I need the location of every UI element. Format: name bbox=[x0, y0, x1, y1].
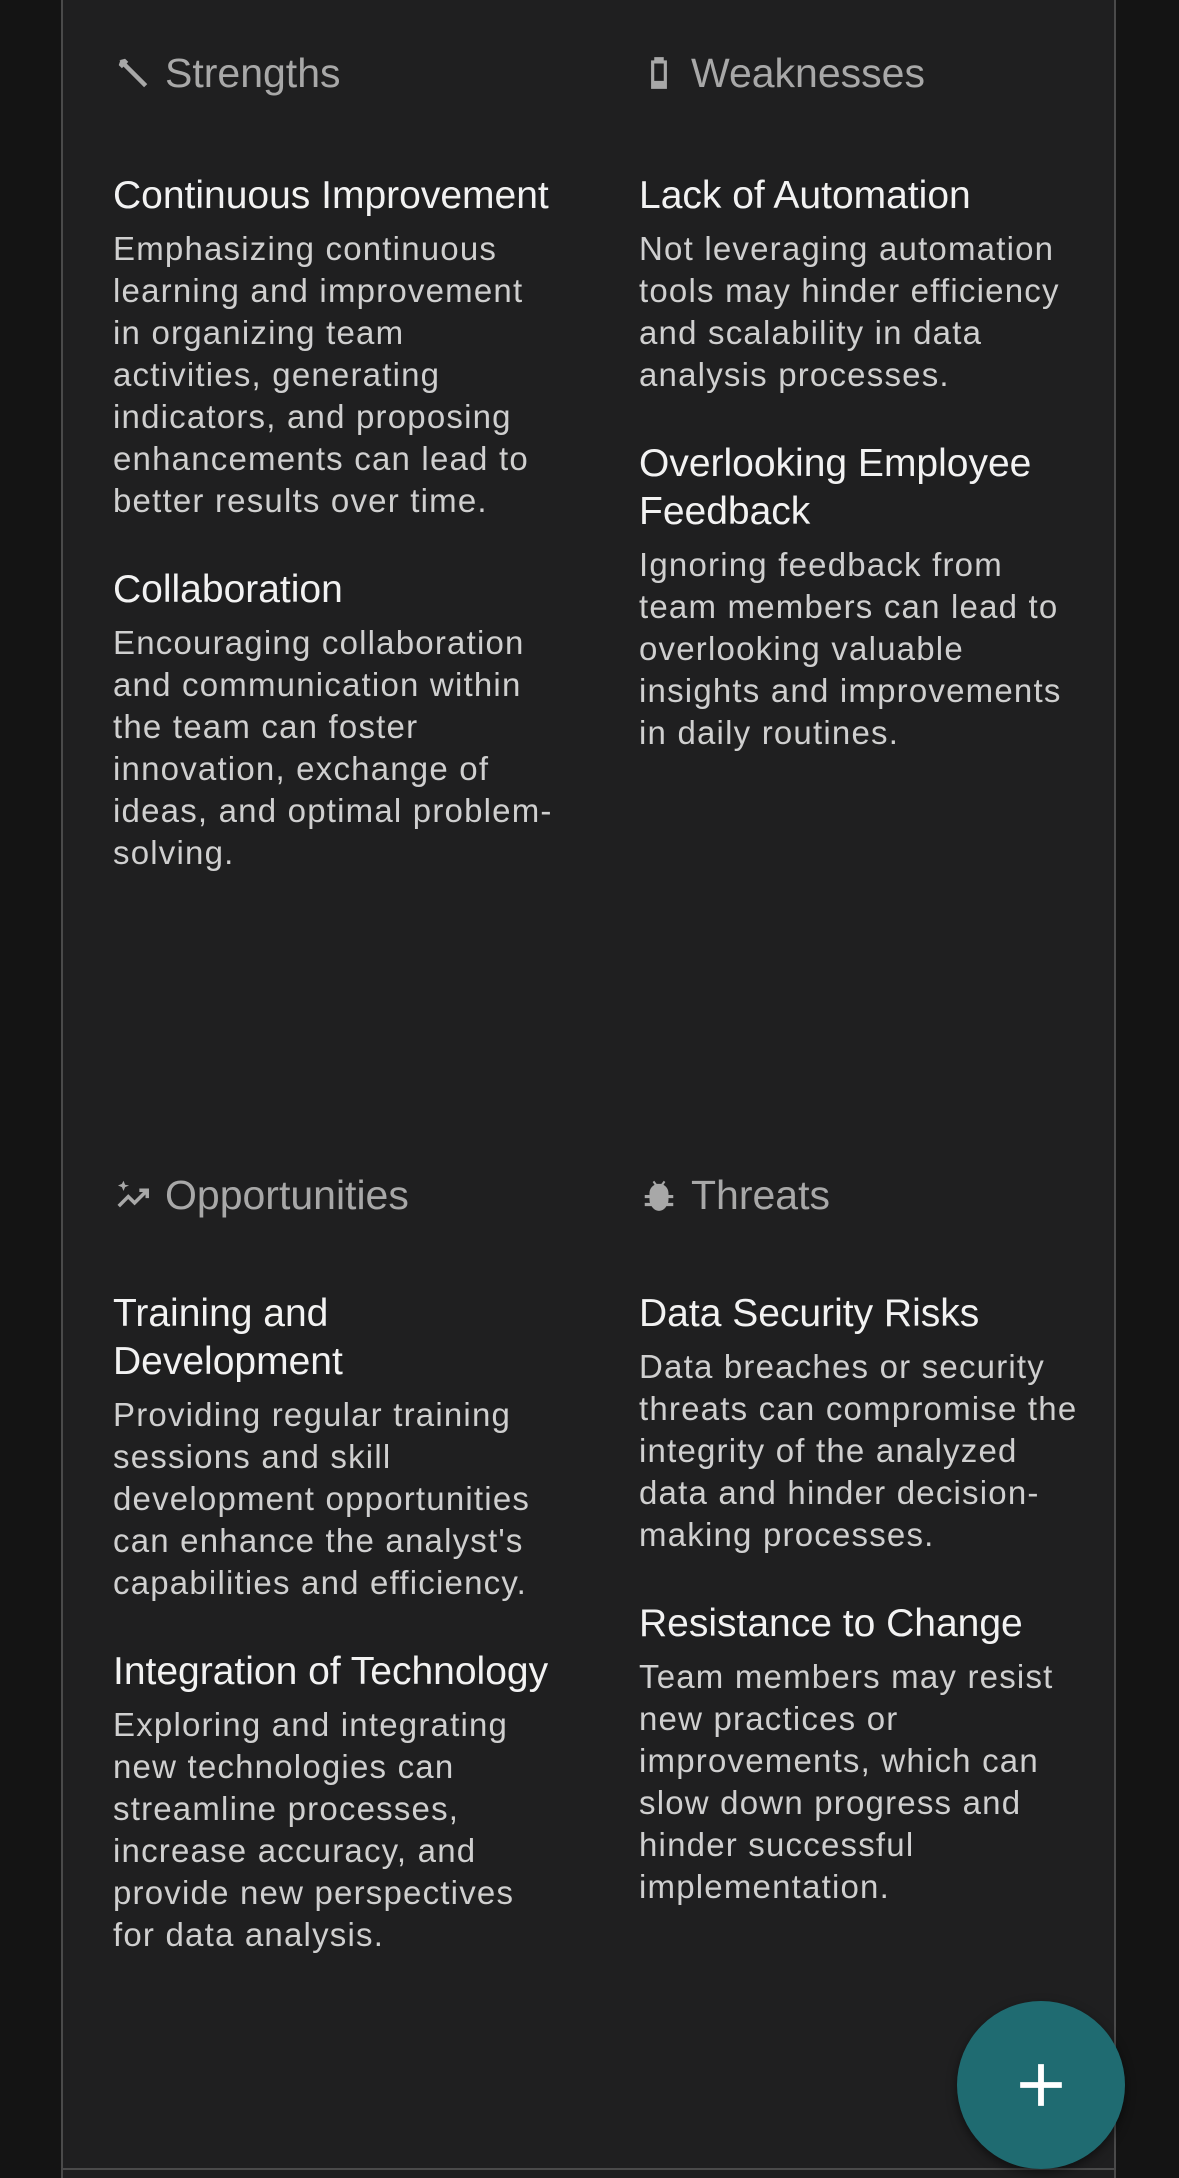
item-description: Exploring and integrating new technologies can streamline processes, increase accuracy, and provide new perspectives for data analysis. bbox=[113, 1706, 515, 1953]
strength-item bbox=[113, 566, 553, 874]
item-description: Emphasizing continuous learning and improvement in organizing team activities, generating indicators, and proposing enhancements can lead to better results over time. bbox=[113, 230, 529, 519]
strengths-header bbox=[113, 48, 553, 98]
weakness-item bbox=[639, 172, 1079, 396]
weakness-item bbox=[639, 440, 1079, 754]
item-title: Collaboration bbox=[113, 568, 343, 611]
weaknesses-section bbox=[639, 48, 1079, 754]
add-button[interactable] bbox=[957, 2001, 1125, 2169]
strengths-title: Strengths bbox=[165, 49, 341, 96]
card-bottom-border bbox=[61, 2168, 1116, 2170]
item-description: Not leveraging automation tools may hinder efficiency and scalability in data analysis processes. bbox=[639, 230, 1060, 393]
threats-section bbox=[639, 1170, 1079, 1908]
opportunities-section bbox=[113, 1170, 553, 1956]
threat-item bbox=[639, 1290, 1079, 1556]
item-title: Lack of Automation bbox=[639, 174, 971, 217]
strengths-section bbox=[113, 48, 553, 874]
threats-title: Threats bbox=[691, 1171, 830, 1218]
weaknesses-title: Weaknesses bbox=[691, 49, 925, 96]
hammer-icon bbox=[113, 53, 153, 93]
item-title: Integration of Technology bbox=[113, 1650, 549, 1693]
item-title: Overlooking Employee Feedback bbox=[639, 442, 1032, 533]
weaknesses-header bbox=[639, 48, 1079, 98]
plus-icon bbox=[1016, 2060, 1066, 2110]
battery-low-icon bbox=[639, 53, 679, 93]
threats-header bbox=[639, 1170, 1079, 1220]
item-title: Training and Development bbox=[113, 1292, 343, 1383]
item-description: Encouraging collaboration and communication within the team can foster innovation, exchange of ideas, and optimal problem-solving. bbox=[113, 624, 553, 871]
swot-card bbox=[61, 0, 1116, 2178]
opportunities-title: Opportunities bbox=[165, 1171, 409, 1218]
opportunities-header bbox=[113, 1170, 553, 1220]
item-description: Ignoring feedback from team members can lead to overlooking valuable insights and improvements in daily routines. bbox=[639, 546, 1062, 751]
bug-icon bbox=[639, 1175, 679, 1215]
item-description: Providing regular training sessions and skill development opportunities can enhance the analyst's capabilities and efficiency. bbox=[113, 1396, 531, 1601]
item-description: Team members may resist new practices or improvements, which can slow down progress and hinder successful implementation. bbox=[639, 1658, 1054, 1905]
sparkle-trend-icon bbox=[113, 1175, 153, 1215]
item-title: Continuous Improvement bbox=[113, 174, 549, 217]
opportunity-item bbox=[113, 1290, 553, 1604]
strength-item bbox=[113, 172, 553, 522]
item-title: Resistance to Change bbox=[639, 1602, 1023, 1645]
item-description: Data breaches or security threats can compromise the integrity of the analyzed data and hinder decision-making processes. bbox=[639, 1348, 1078, 1553]
opportunity-item bbox=[113, 1648, 553, 1956]
item-title: Data Security Risks bbox=[639, 1292, 980, 1335]
threat-item bbox=[639, 1600, 1079, 1908]
